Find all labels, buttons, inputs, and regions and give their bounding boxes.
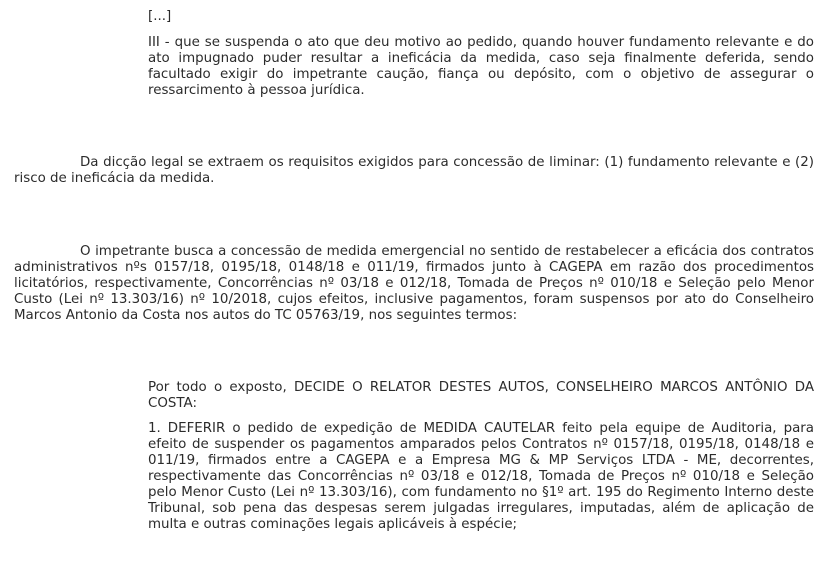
paragraph-requisitos: Da dicção legal se extraem os requisitos exigidos para concessão de liminar: (1) fundamento relevante e (2) risco de ineficácia da medida. <box>14 155 814 186</box>
quote-ellipsis: [...] <box>148 9 172 24</box>
quote-decision-item-1: 1. DEFERIR o pedido de expedição de MEDIDA CAUTELAR feito pela equipe de Auditoria, para efeito de suspender os pagamentos amparados pelos Contratos nº 0157/18, 0195/18, 0148/18 e 011/19, firmados entre a CAGEPA e a Empresa MG & MP Serviços LTDA - ME, decorrentes, respectivamente das Concorrências nº 03/18 e 012/18, Tomada de Preços nº 010/18 e Seleção pelo Menor Custo (Lei nº 13.303/16), com fundamento no §1º art. 195 do Regimento Interno deste Tribunal, sob pena das despesas serem julgadas irregulares, imputadas, além de aplicação de multa e outras cominações legais aplicáveis à espécie; <box>148 421 814 532</box>
paragraph-impetrante: O impetrante busca a concessão de medida emergencial no sentido de restabelecer a eficácia dos contratos administrativos nºs 0157/18, 0195/18, 0148/18 e 011/19, firmados junto à CAGEPA em razão dos procedimentos licitatórios, respectivamente, Concorrências nº 03/18 e 012/18, Tomada de Preços nº 010/18 e Seleção pelo Menor Custo (Lei nº 13.303/16) nº 10/2018, cujos efeitos, inclusive pagamentos, foram suspensos por ato do Conselheiro Marcos Antonio da Costa nos autos do TC 05763/19, nos seguintes termos: <box>14 244 814 323</box>
quote-item-iii: III - que se suspenda o ato que deu motivo ao pedido, quando houver fundamento relevante e do ato impugnado puder resultar a ineficácia da medida, caso seja finalmente deferida, sendo facultado exigir do impetrante caução, fiança ou depósito, com o objetivo de assegurar o ressarcimento à pessoa jurídica. <box>148 35 814 98</box>
quote-decision-intro: Por todo o exposto, DECIDE O RELATOR DESTES AUTOS, CONSELHEIRO MARCOS ANTÔNIO DA COSTA: <box>148 380 814 411</box>
